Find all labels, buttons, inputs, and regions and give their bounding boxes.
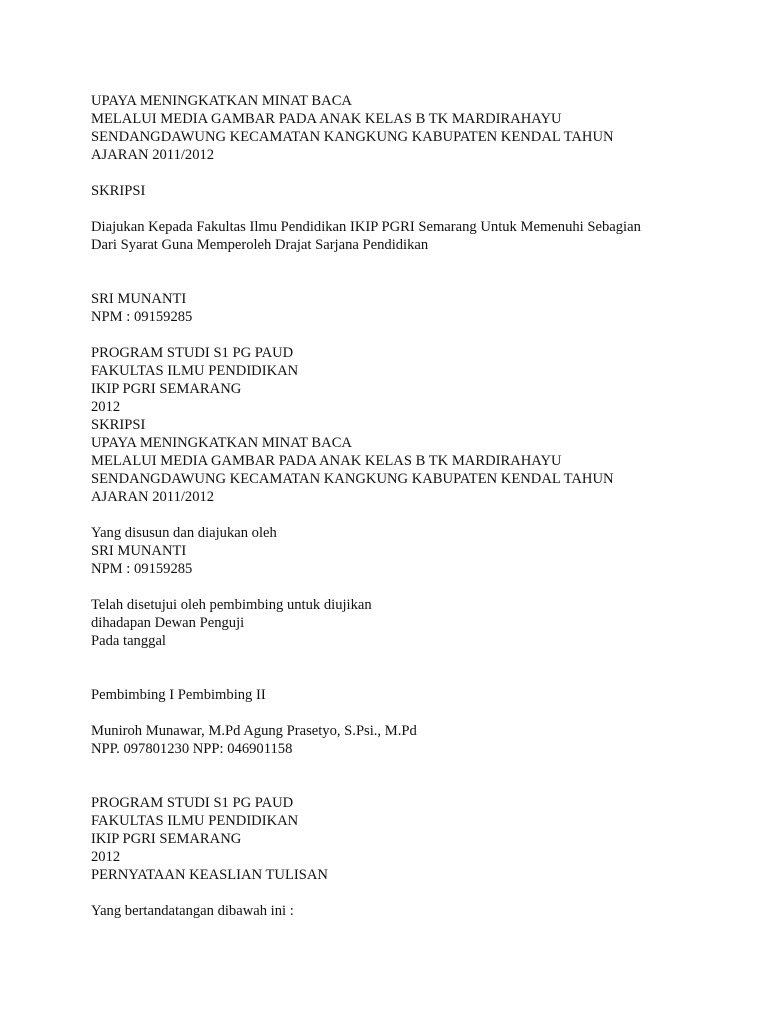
author-npm: NPM : 09159285 — [91, 309, 193, 325]
document-page — [91, 92, 751, 920]
university-name-2: IKIP PGRI SEMARANG — [91, 831, 242, 847]
submission-line-1: Diajukan Kepada Fakultas Ilmu Pendidikan IKIP PGRI Semarang Untuk Memenuhi Sebagian — [91, 219, 641, 235]
statement-intro: Yang bertandatangan dibawah ini : — [91, 903, 294, 919]
spacer — [91, 326, 751, 344]
approval-title-line-3: SENDANGDAWUNG KECAMATAN KANGKUNG KABUPATEN KENDAL TAHUN — [91, 471, 614, 487]
approval-heading: SKRIPSI — [91, 417, 146, 433]
approval-title-line-4: AJARAN 2011/2012 — [91, 489, 215, 505]
spacer — [91, 650, 751, 686]
faculty-name: FAKULTAS ILMU PENDIDIKAN — [91, 363, 299, 379]
approval-author-npm: NPM : 09159285 — [91, 561, 193, 577]
advisors-names: Muniroh Munawar, M.Pd Agung Prasetyo, S.Psi., M.Pd — [91, 723, 417, 739]
advisors-npp: NPP. 097801230 NPP: 046901158 — [91, 741, 293, 757]
faculty-name-2: FAKULTAS ILMU PENDIDIKAN — [91, 813, 299, 829]
doc-type: SKRIPSI — [91, 183, 146, 199]
spacer — [91, 254, 751, 290]
statement-heading: PERNYATAAN KEASLIAN TULISAN — [91, 867, 328, 883]
title-line-3: SENDANGDAWUNG KECAMATAN KANGKUNG KABUPATEN KENDAL TAHUN — [91, 129, 614, 145]
spacer — [91, 704, 751, 722]
composed-by: Yang disusun dan diajukan oleh — [91, 525, 277, 541]
program-name: PROGRAM STUDI S1 PG PAUD — [91, 345, 294, 361]
spacer — [91, 578, 751, 596]
year-2: 2012 — [91, 849, 121, 865]
approval-title-line-1: UPAYA MENINGKATKAN MINAT BACA — [91, 435, 352, 451]
approved-line-3: Pada tanggal — [91, 633, 166, 649]
approval-title-line-2: MELALUI MEDIA GAMBAR PADA ANAK KELAS B TK MARDIRAHAYU — [91, 453, 562, 469]
author-name: SRI MUNANTI — [91, 291, 187, 307]
approval-author-name: SRI MUNANTI — [91, 543, 187, 559]
spacer — [91, 758, 751, 794]
title-line-2: MELALUI MEDIA GAMBAR PADA ANAK KELAS B TK MARDIRAHAYU — [91, 111, 562, 127]
spacer — [91, 884, 751, 902]
university-name: IKIP PGRI SEMARANG — [91, 381, 242, 397]
approved-line-2: dihadapan Dewan Penguji — [91, 615, 245, 631]
spacer — [91, 200, 751, 218]
spacer — [91, 506, 751, 524]
spacer — [91, 164, 751, 182]
advisors-heading: Pembimbing I Pembimbing II — [91, 687, 266, 703]
title-line-1: UPAYA MENINGKATKAN MINAT BACA — [91, 93, 352, 109]
year: 2012 — [91, 399, 121, 415]
submission-line-2: Dari Syarat Guna Memperoleh Drajat Sarjana Pendidikan — [91, 237, 429, 253]
approved-line-1: Telah disetujui oleh pembimbing untuk diujikan — [91, 597, 372, 613]
program-name-2: PROGRAM STUDI S1 PG PAUD — [91, 795, 294, 811]
title-line-4: AJARAN 2011/2012 — [91, 147, 215, 163]
